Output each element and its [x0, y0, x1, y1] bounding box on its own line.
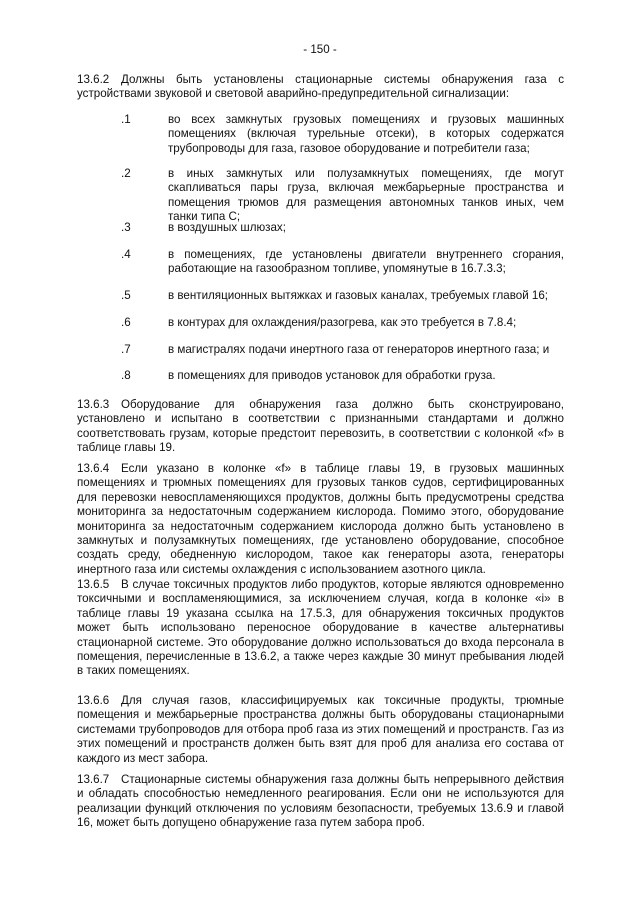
item-text: в иных замкнутых или полузамкнутых помещениях, где могут скапливаться пары груза, включая межбарьерные пространства и помещения трюмов для размещения автономных танков иных, чем танки типа С; — [168, 167, 564, 224]
section-number: 13.6.4 — [77, 462, 110, 475]
item-number: .3 — [121, 221, 131, 234]
section-text: В случае токсичных продуктов либо продуктов, которые являются одновременно токсичными и воспламеняющимися, за исключением случая, когда в колонке «i» в таблице главы 19 указана ссылка на 17.5.3, для обнаружения токсичных продуктов может быть использовано переносное оборудование в качестве альтернативы стационарной системе. Это оборудование должно использоваться до входа персонала в помещения, перечисленные в 13.6.2, а также через каждые 30 минут пребывания людей в таких помещениях. — [77, 578, 564, 678]
list-item — [121, 316, 564, 330]
section-13-6-2 — [77, 73, 564, 102]
item-text: во всех замкнутых грузовых помещениях и грузовых машинных помещениях (включая турельные отсеки), в которых содержатся трубопроводы для газа, газовое оборудование и потребители газа; — [168, 113, 564, 155]
section-13-6-4 — [77, 462, 564, 577]
item-text: в воздушных шлюзах; — [168, 221, 286, 234]
item-text: в помещениях для приводов установок для обработки груза. — [168, 369, 496, 382]
page-number: - 150 - — [303, 43, 337, 56]
list-item — [121, 343, 564, 357]
list-item — [121, 221, 564, 235]
section-number: 13.6.7 — [77, 773, 110, 786]
section-text: Оборудование для обнаружения газа должно быть сконструировано, установлено и испытано в соответствии с признанными стандартами и должно соответствовать грузам, которые предстоит перевозить, в соответствии с колонкой «f» в таблице главы 19. — [77, 398, 564, 455]
list-item — [121, 113, 564, 156]
list-item — [121, 369, 564, 383]
item-number: .4 — [121, 248, 131, 261]
section-text: Если указано в колонке «f» в таблице главы 19, в грузовых машинных помещениях и трюмных помещениях для грузовых танков судов, сертифицированных для перевозки невоспламеняющихся продуктов, должны быть предусмотрены средства мониторинга за недостаточным содержанием кислорода. Помимо этого, оборудование мониторинга за недостаточным содержанием кислорода должно быть установлено в замкнутых и полузамкнутых помещениях, где установлено оборудование, способное создать среду, обедненную кислородом, такое как генераторы азота, генераторы инертного газа или системы охлаждения с использованием азотного цикла. — [77, 462, 564, 576]
section-13-6-3 — [77, 398, 564, 456]
list-item — [121, 248, 564, 277]
section-13-6-6 — [77, 694, 564, 766]
section-number: 13.6.2 — [77, 73, 110, 86]
item-text: в вентиляционных вытяжках и газовых каналах, требуемых главой 16; — [168, 289, 549, 302]
item-number: .5 — [121, 289, 131, 302]
item-text: в магистралях подачи инертного газа от генераторов инертного газа; и — [168, 343, 550, 356]
item-number: .6 — [121, 316, 131, 329]
item-number: .2 — [121, 167, 131, 180]
item-number: .1 — [121, 113, 131, 126]
list-item — [121, 289, 564, 303]
section-text: Стационарные системы обнаружения газа должны быть непрерывного действия и обладать способностью немедленного реагирования. Если они не используются для реализации функций отключения по условиям безопасности, требуемых 13.6.9 и главой 16, может быть допущено обнаружение газа путем забора проб. — [77, 773, 564, 830]
section-text: Должны быть установлены стационарные системы обнаружения газа с устройствами звуковой и световой аварийно-предупредительной сигнализации: — [77, 73, 564, 101]
section-13-6-5 — [77, 578, 564, 679]
section-number: 13.6.6 — [77, 694, 110, 707]
section-number: 13.6.5 — [77, 578, 110, 591]
section-13-6-7 — [77, 773, 564, 831]
section-number: 13.6.3 — [77, 398, 110, 411]
item-text: в помещениях, где установлены двигатели внутреннего сгорания, работающие на газообразном топливе, упомянутые в 16.7.3.3; — [168, 248, 564, 276]
item-number: .8 — [121, 369, 131, 382]
list-item — [121, 167, 564, 225]
item-number: .7 — [121, 343, 131, 356]
item-text: в контурах для охлаждения/разогрева, как это требуется в 7.8.4; — [168, 316, 517, 329]
section-text: Для случая газов, классифицируемых как токсичные продукты, трюмные помещения и межбарьерные пространства должны быть оборудованы стационарными системами трубопроводов для отбора проб газа из этих помещений и пространств. Газ из этих помещений и пространств должен быть взят для проб для анализа его состава от каждого из мест забора. — [77, 694, 564, 765]
